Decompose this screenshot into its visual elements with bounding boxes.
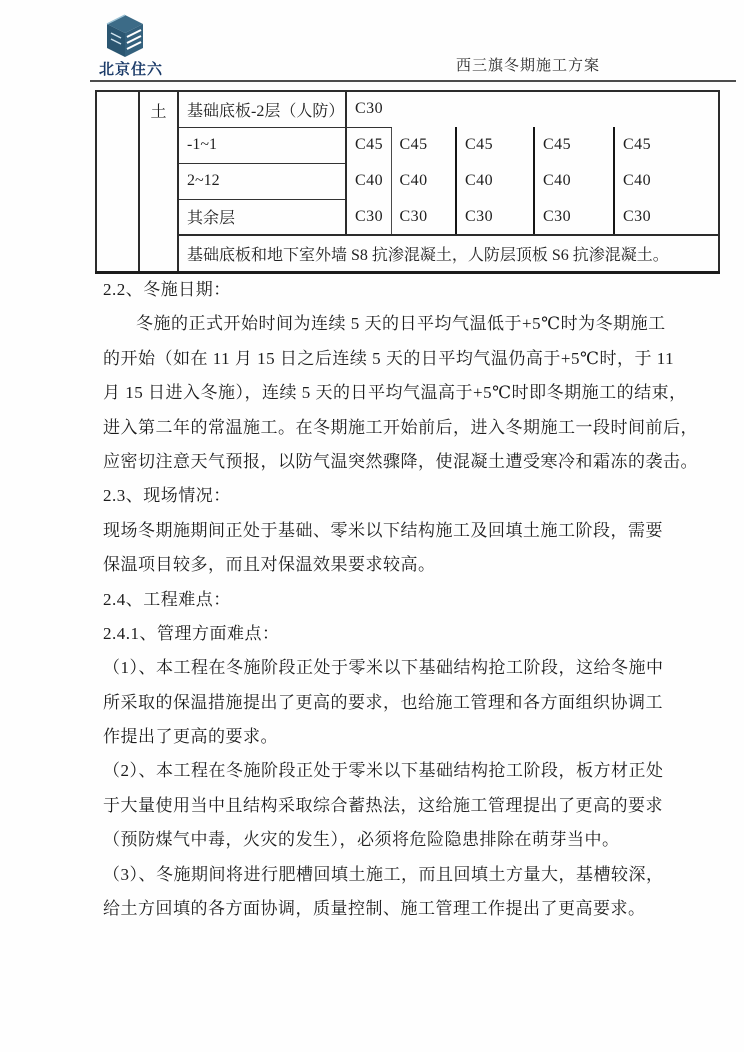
grade-cell: C30: [346, 91, 391, 127]
paragraph-line: 冬施的正式开始时间为连续 5 天的日平均气温低于+5℃时为冬期施工: [136, 314, 666, 334]
table-cell-empty: [456, 91, 534, 127]
heading-2-3: 2.3、现场情况：: [103, 486, 231, 506]
paragraph-line: （1）、本工程在冬施阶段正处于零米以下基础结构抢工阶段，这给冬施中: [103, 658, 664, 678]
grade-cell: C30: [391, 199, 456, 235]
grade-cell: C45: [391, 127, 456, 163]
heading-2-4: 2.4、工程难点：: [103, 589, 231, 609]
grade-cell: C30: [456, 199, 534, 235]
heading-2-4-1: 2.4.1、管理方面难点：: [103, 623, 280, 643]
grade-cell: C40: [391, 163, 456, 199]
paragraph-line: 保温项目较多，而且对保温效果要求较高。: [103, 555, 436, 575]
row-label-cell: -1~1: [178, 127, 346, 163]
heading-2-2: 2.2、冬施日期：: [103, 280, 231, 299]
row-label-cell: 基础底板-2层（人防）: [178, 91, 346, 127]
concrete-grade-table: [95, 90, 720, 274]
grade-cell: C40: [456, 163, 534, 199]
paragraph-line: （2）、本工程在冬施阶段正处于零米以下基础结构抢工阶段，板方材正处: [103, 761, 664, 781]
table-cell-empty: [614, 91, 719, 127]
grade-cell: C30: [614, 199, 719, 235]
table-note-cell: 基础底板和地下室外墙 S8 抗渗混凝土，人防层顶板 S6 抗渗混凝土。: [187, 246, 669, 264]
paragraph-line: 于大量使用当中且结构采取综合蓄热法，这给施工管理提出了更高的要求: [103, 795, 663, 815]
grade-cell: C40: [355, 172, 384, 189]
paragraph-line: 应密切注意天气预报，以防气温突然骤降，使混凝土遭受寒冷和霜冻的袭击。: [103, 451, 698, 471]
grade-cell: C45: [355, 136, 384, 154]
paragraph-line: 的开始（如在 11 月 15 日之后连续 5 天的日平均气温仍高于+5℃时，于 11: [103, 348, 675, 368]
grade-cell: C40: [534, 163, 614, 199]
grade-cell: C45: [534, 127, 614, 163]
row-label-cell: 其余层: [178, 199, 346, 235]
paragraph-line: （3）、冬施期间将进行肥槽回填土施工，而且回填土方量大，基槽较深，: [103, 864, 664, 884]
table-cell-soil: 土: [139, 91, 178, 272]
paragraph-line: 所采取的保温措施提出了更高的要求，也给施工管理和各方面组织协调工: [103, 692, 663, 712]
paragraph-line: 进入第二年的常温施工。在冬期施工开始前后，进入冬期施工一段时间前后，: [103, 417, 698, 437]
table-cell-empty: [96, 91, 139, 272]
grade-cell: C30: [534, 199, 614, 235]
doc-title: 西三旗冬期施工方案: [455, 58, 600, 74]
table-cell-empty: [534, 91, 614, 127]
paragraph-line: 作提出了更高的要求。: [103, 727, 278, 747]
company-cube-logo-icon: [103, 13, 147, 59]
grade-cell: C40: [614, 163, 719, 199]
grade-cell: C45: [614, 127, 719, 163]
table-cell-empty: [391, 91, 456, 127]
header-divider: [90, 80, 736, 82]
paragraph-line: 月 15 日进入冬施），连续 5 天的日平均气温高于+5℃时即冬期施工的结束，: [103, 383, 687, 403]
paragraph-line: 现场冬期施期间正处于基础、零米以下结构施工及回填土施工阶段，需要: [103, 520, 663, 540]
grade-cell: C30: [346, 199, 391, 235]
grade-cell: C45: [456, 127, 534, 163]
company-logo-text: 北京住六: [99, 61, 164, 78]
row-label-cell: 2~12: [178, 163, 346, 199]
document-body: [0, 273, 744, 926]
paragraph-line: （预防煤气中毒，火灾的发生），必须将危险隐患排除在萌芽当中。: [103, 830, 620, 850]
paragraph-line: 给土方回填的各方面协调，质量控制、施工管理工作提出了更高要求。: [103, 899, 646, 919]
